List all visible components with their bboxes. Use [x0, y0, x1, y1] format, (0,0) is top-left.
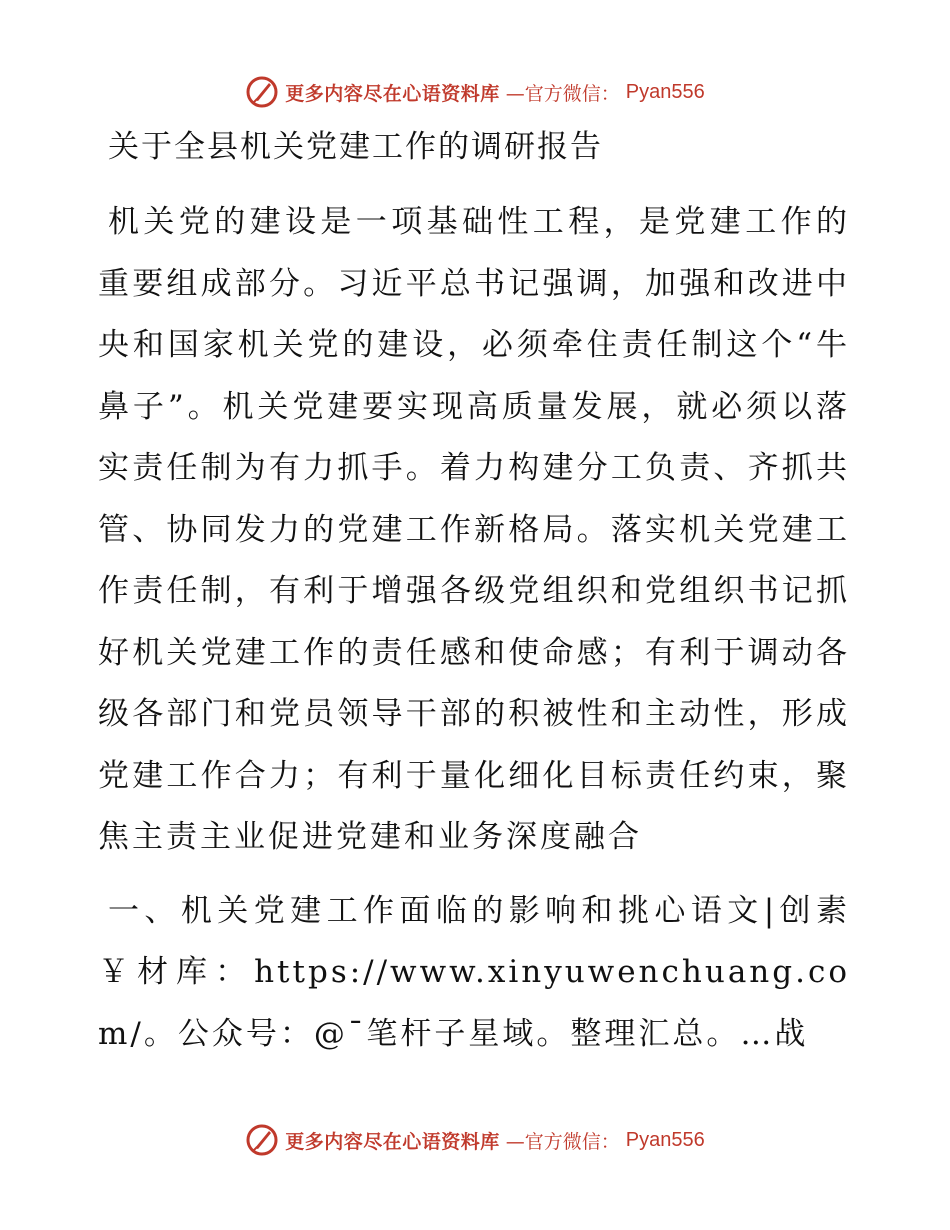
banner-wechat-id: Pyan556	[625, 1128, 705, 1151]
quill-logo-icon	[245, 1123, 279, 1157]
footer-banner	[0, 1120, 950, 1160]
banner-main-text: 更多内容尽在心语资料库	[285, 82, 500, 105]
document-title: 关于全县机关党建工作的调研报告	[108, 129, 603, 165]
quill-logo-icon	[245, 75, 279, 109]
banner-sub-text: —官方微信：	[505, 82, 620, 105]
banner-main-text: 更多内容尽在心语资料库	[285, 1130, 500, 1153]
paragraph-intro: 机关党的建设是一项基础性工程，是党建工作的重要组成部分。习近平总书记强调，加强和改进中央和国家机关党的建设，必须牵住责任制这个“牛鼻子”。机关党建要实现高质量发展，就必须以落实责任制为有力抓手。着力构建分工负责、齐抓共管、协同发力的党建工作新格局。落实机关党建工作责任制，有利于增强各级党组织和党组织书记抓好机关党建工作的责任感和使命感；有利于调动各级各部门和党员领导干部的积被性和主动性，形成党建工作合力；有利于量化细化目标责任约束，聚焦主责主业促进党建和业务深度融合	[98, 204, 850, 855]
banner-wechat-id: Pyan556	[625, 80, 705, 103]
header-banner	[0, 72, 950, 112]
banner-sub-text: —官方微信：	[505, 1130, 620, 1153]
paragraph-section-one: 一、机关党建工作面临的影响和挑心语文|创素￥材库：https://www.xinyuwenchuang.com/。公众号：@¯笔杆子星域。整理汇总。…战	[98, 892, 850, 1052]
document-body	[98, 122, 850, 1065]
